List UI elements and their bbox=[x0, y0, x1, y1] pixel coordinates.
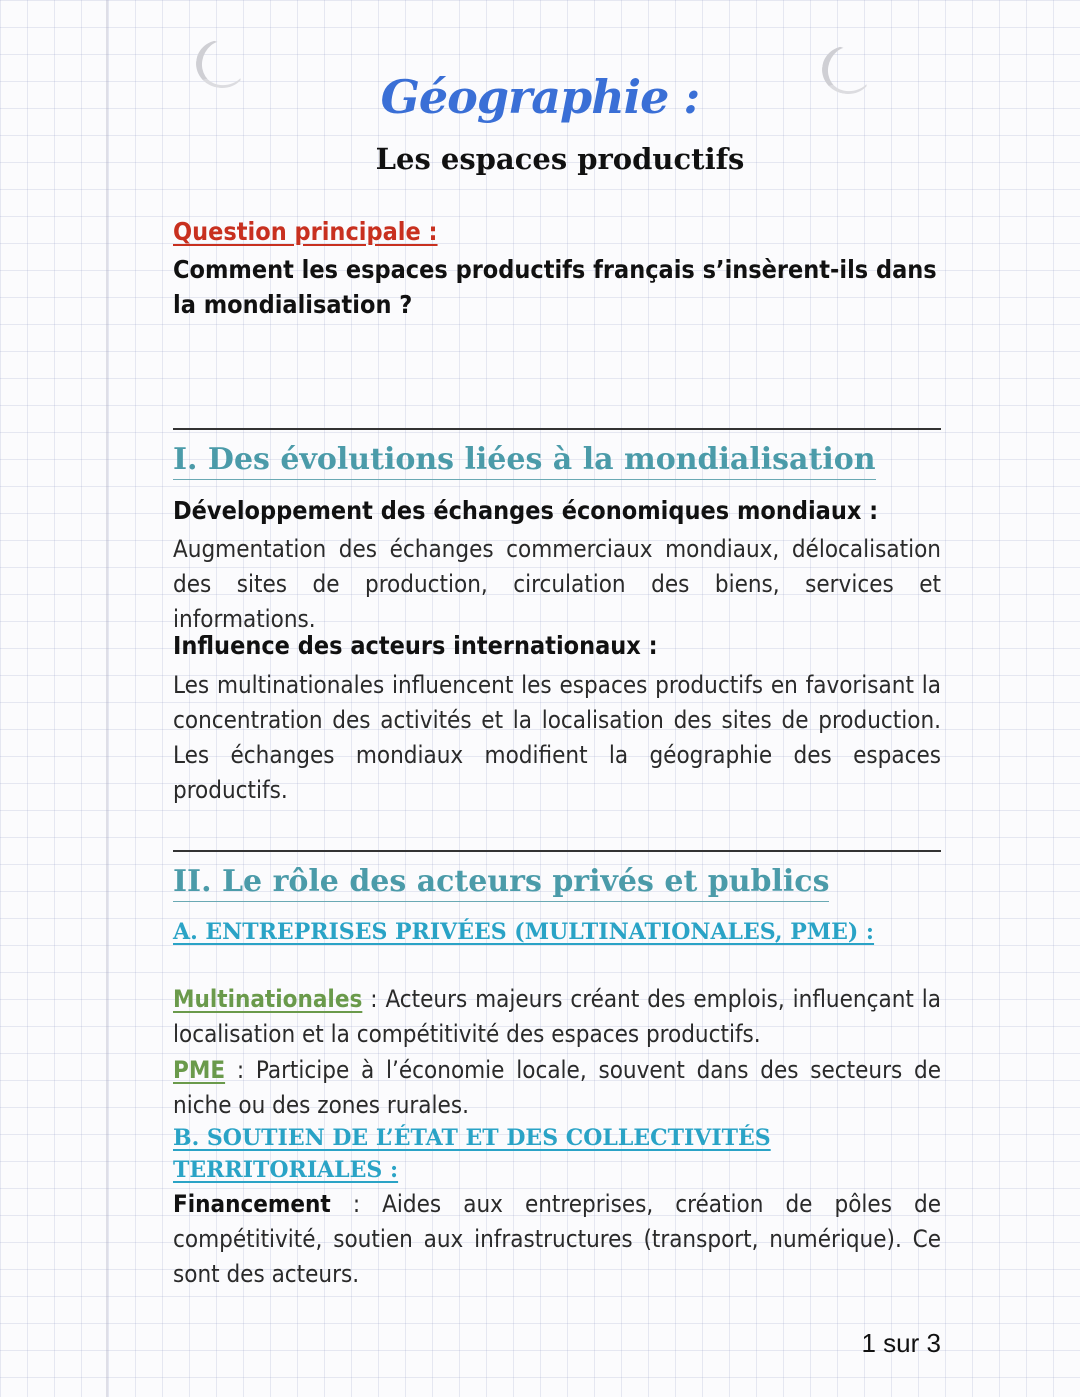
divider-1 bbox=[173, 428, 941, 430]
financement-term: Financement bbox=[173, 1190, 331, 1218]
section-2-heading: II. Le rôle des acteurs privés et publics bbox=[173, 864, 829, 902]
question-label: Question principale : bbox=[173, 217, 438, 246]
financement-paragraph bbox=[173, 1187, 941, 1292]
financement-text: : Aides aux entreprises, création de pôles de compétitivité, soutien aux infrastructures (transport, numérique). Ce sont des acteurs. bbox=[173, 1190, 941, 1288]
pme-text: : Participe à l’économie locale, souvent dans des secteurs de niche ou des zones rurales. bbox=[173, 1056, 941, 1119]
section-1-heading: I. Des évolutions liées à la mondialisation bbox=[173, 442, 876, 480]
multinationales-text: : Acteurs majeurs créant des emplois, influençant la localisation et la compétitivité des espaces productifs. bbox=[173, 985, 941, 1048]
pme-paragraph bbox=[173, 1053, 941, 1123]
page-indicator: 1 sur 3 bbox=[861, 1328, 941, 1358]
multinationales-term: Multinationales bbox=[173, 985, 363, 1013]
subsection-b-heading: B. SOUTIEN DE L’ÉTAT ET DES COLLECTIVITÉS TERRITORIALES : bbox=[173, 1125, 771, 1183]
page-subtitle: Les espaces productifs bbox=[375, 142, 745, 176]
notebook-margin-line bbox=[106, 0, 108, 1397]
section-1-block-1-text: Augmentation des échanges commerciaux mondiaux, délocalisation des sites de production, circulation des biens, services et informations. bbox=[173, 535, 941, 633]
subsection-a-heading: A. ENTREPRISES PRIVÉES (MULTINATIONALES, PME) : bbox=[173, 919, 875, 945]
multinationales-paragraph bbox=[173, 982, 941, 1052]
section-1-block-1-title: Développement des échanges économiques mondiaux : bbox=[173, 496, 879, 525]
section-1-block-2-text: Les multinationales influencent les espaces productifs en favorisant la concentration des activités et la localisation des sites de production. Les échanges mondiaux modifient la géographie des espaces productifs. bbox=[173, 671, 941, 804]
page-title: Géographie : bbox=[380, 70, 700, 124]
divider-2 bbox=[173, 850, 941, 852]
question-text: Comment les espaces productifs français s’insèrent-ils dans la mondialisation ? bbox=[173, 255, 937, 319]
pme-term: PME bbox=[173, 1056, 226, 1084]
section-1-block-2-title: Influence des acteurs internationaux : bbox=[173, 631, 658, 660]
